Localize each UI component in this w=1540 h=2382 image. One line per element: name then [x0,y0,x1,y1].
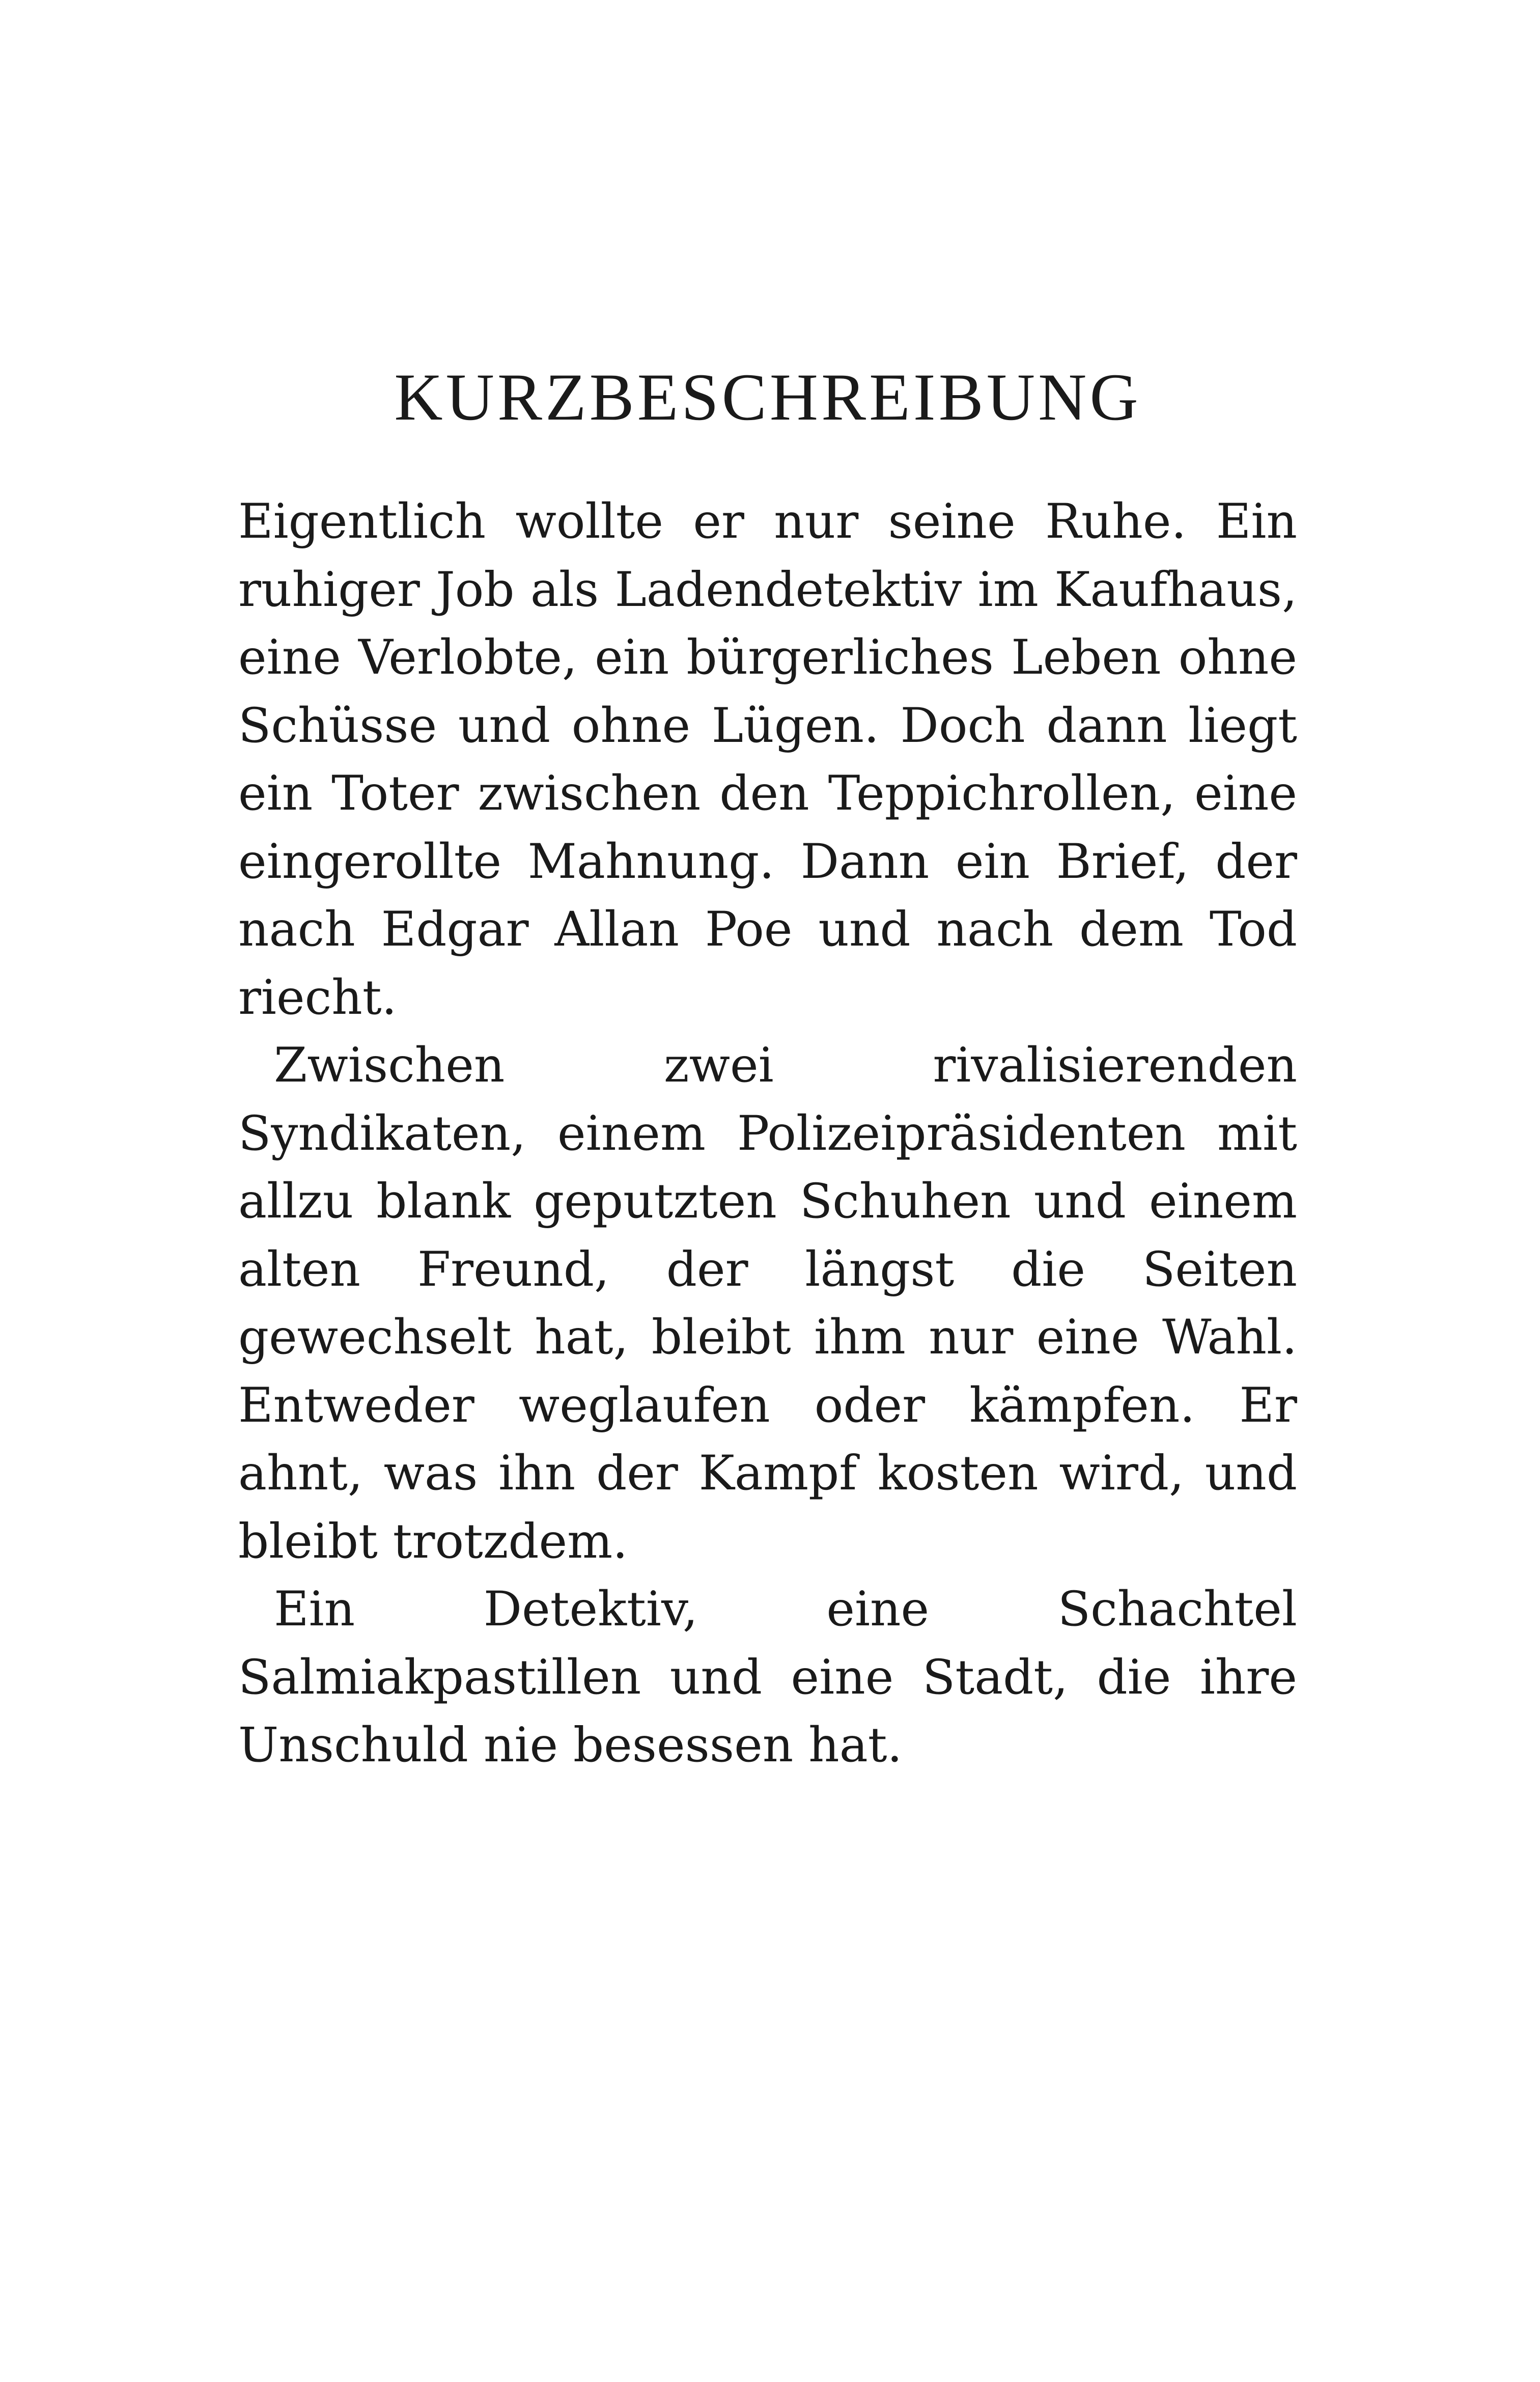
paragraph-3: Ein Detektiv, eine Schachtel Salmiakpastillen und eine Stadt, die ihre Unschuld nie besessen hat. [238,1582,1297,1773]
page-title: KURZBESCHREIBUNG [394,359,1141,434]
synopsis-text [238,488,1297,1780]
paragraph-1: Eigentlich wollte er nur seine Ruhe. Ein ruhiger Job als Ladendetektiv im Kaufhaus, eine Verlobte, ein bürgerliches Leben ohne Schüsse und ohne Lügen. Doch dann liegt ein Toter zwischen den Teppichrollen, eine eingerollte Mahnung. Dann ein Brief, der nach Edgar Allan Poe und nach dem Tod riecht. [238,494,1297,1026]
paragraph-2: Zwischen zwei rivalisierenden Syndikaten, einem Polizeipräsidenten mit allzu blank geputzten Schuhen und einem alten Freund, der längst die Seiten gewechselt hat, bleibt ihm nur eine Wahl. Entweder weglaufen oder kämpfen. Er ahnt, was ihn der Kampf kosten wird, und bleibt trotzdem. [238,1038,1297,1569]
